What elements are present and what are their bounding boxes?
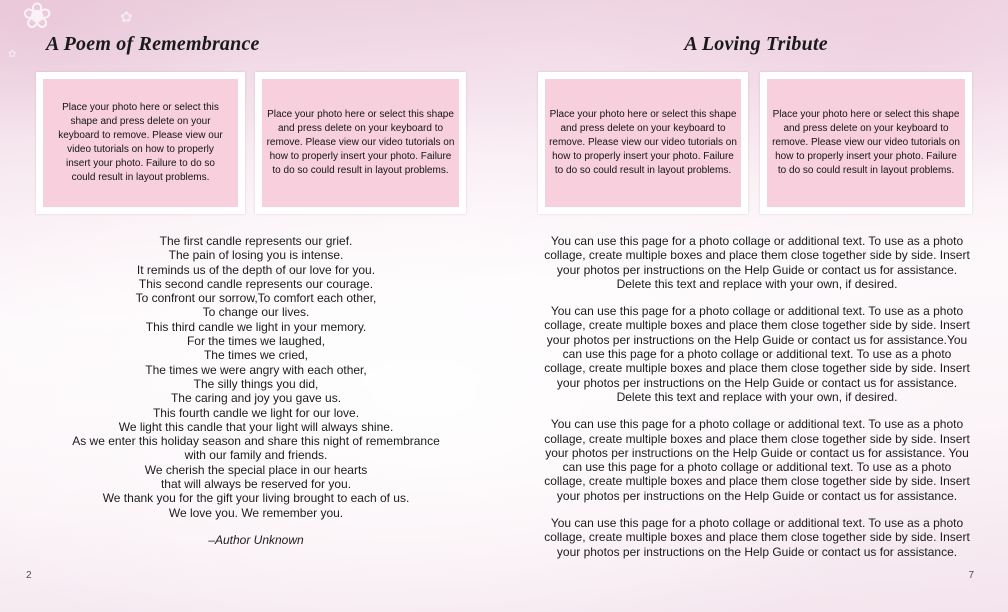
- photo-placeholder-fill: [767, 79, 965, 207]
- photo-placeholder-text: Place your photo here or select this shape and press delete on your keyboard to remove. Please view our video tutorials on how to properly insert your photo. Failure to do so could result in layout problems.: [772, 109, 960, 176]
- photo-placeholder-box[interactable]: [538, 72, 748, 214]
- poem-line: As we enter this holiday season and share this night of remembrance: [72, 434, 440, 449]
- poem-line: The caring and joy you gave us.: [170, 391, 342, 406]
- poem-line: This second candle represents our courage.: [138, 276, 374, 291]
- poem-line: This third candle we light in your memory.: [145, 319, 367, 334]
- tribute-instructions: [542, 234, 972, 572]
- poem-line: with our family and friends.: [184, 448, 328, 463]
- photo-placeholder-text: Place your photo here or select this shape and press delete on your keyboard to remove. Please view our video tutorials on how to properly insert your photo. Failure to do so could result in layout problems.: [58, 102, 223, 183]
- instruction-paragraph: You can use this page for a photo collage or additional text. To use as a photo collage, create multiple boxes and place them close together side by side. Insert your photos per instructions on the Help Guide or contact us for assistance. You can use this page for a photo collage or additional text. To use as a photo collage, create multiple boxes and place them close together side by side. Insert your photos per instructions on the Help Guide or contact us for assistance.: [544, 417, 970, 503]
- photo-placeholder-box[interactable]: [760, 72, 972, 214]
- tiny-flower-icon: ✿: [8, 49, 17, 60]
- poem-line: We thank you for the gift your living brought to each of us.: [102, 491, 410, 506]
- poem-line: To change our lives.: [202, 305, 310, 320]
- page-number-left: 2: [26, 570, 32, 581]
- poem-line: The pain of losing you is intense.: [168, 248, 344, 263]
- page-number-right: 7: [968, 570, 974, 581]
- right-page: [504, 0, 1008, 612]
- poem-line: It reminds us of the depth of our love for you.: [136, 262, 376, 277]
- left-page-title: A Poem of Remembrance: [46, 33, 260, 55]
- poem-line: The times we cried,: [203, 348, 309, 363]
- photo-placeholder-fill: [545, 79, 741, 207]
- photo-placeholder-text: Place your photo here or select this shape and press delete on your keyboard to remove. Please view our video tutorials on how to properly insert your photo. Failure to do so could result in layout problems.: [266, 109, 455, 176]
- small-flower-icon: ✿: [120, 9, 133, 26]
- poem-line: The silly things you did,: [193, 376, 319, 391]
- photo-placeholder-fill: [43, 79, 238, 207]
- poem-author: –Author Unknown: [208, 532, 304, 547]
- photo-placeholder-box[interactable]: [255, 72, 466, 214]
- poem-line: We love you. We remember you.: [168, 505, 344, 520]
- flower-icon: ❀: [22, 0, 53, 36]
- poem-line: For the times we laughed,: [186, 334, 326, 349]
- photo-placeholder-text: Place your photo here or select this shape and press delete on your keyboard to remove. Please view our video tutorials on how to properly insert your photo. Failure to do so could result in layout problems.: [549, 109, 737, 176]
- right-page-title: A Loving Tribute: [684, 33, 828, 55]
- poem-line: The times we were angry with each other,: [145, 362, 367, 377]
- instruction-paragraph: You can use this page for a photo collage or additional text. To use as a photo collage, create multiple boxes and place them close together side by side. Insert your photos per instructions on the Help Guide or contact us for assistance.You can use this page for a photo collage or additional text. To use as a photo collage, create multiple boxes and place them close together side by side. Insert your photos per instructions on the Help Guide or contact us for assistance. Delete this text and replace with your own, if desired.: [544, 304, 970, 404]
- instruction-paragraph: You can use this page for a photo collage or additional text. To use as a photo collage, create multiple boxes and place them close together side by side. Insert your photos per instructions on the Help Guide or contact us for assistance.: [544, 516, 970, 559]
- photo-placeholder-fill: [262, 79, 459, 207]
- poem-line: This fourth candle we light for our love.: [152, 405, 360, 420]
- poem-line: To confront our sorrow,To comfort each other,: [135, 291, 377, 306]
- remembrance-poem: [6, 234, 506, 547]
- poem-line: We light this candle that your light will always shine.: [118, 419, 394, 434]
- photo-placeholder-box[interactable]: [36, 72, 245, 214]
- poem-line: We cherish the special place in our hearts: [144, 462, 368, 477]
- instruction-paragraph: You can use this page for a photo collage or additional text. To use as a photo collage, create multiple boxes and place them close together side by side. Insert your photos per instructions on the Help Guide or contact us for assistance. Delete this text and replace with your own, if desired.: [544, 234, 970, 291]
- poem-line: that will always be reserved for you.: [160, 477, 352, 492]
- poem-line: The first candle represents our grief.: [159, 234, 353, 248]
